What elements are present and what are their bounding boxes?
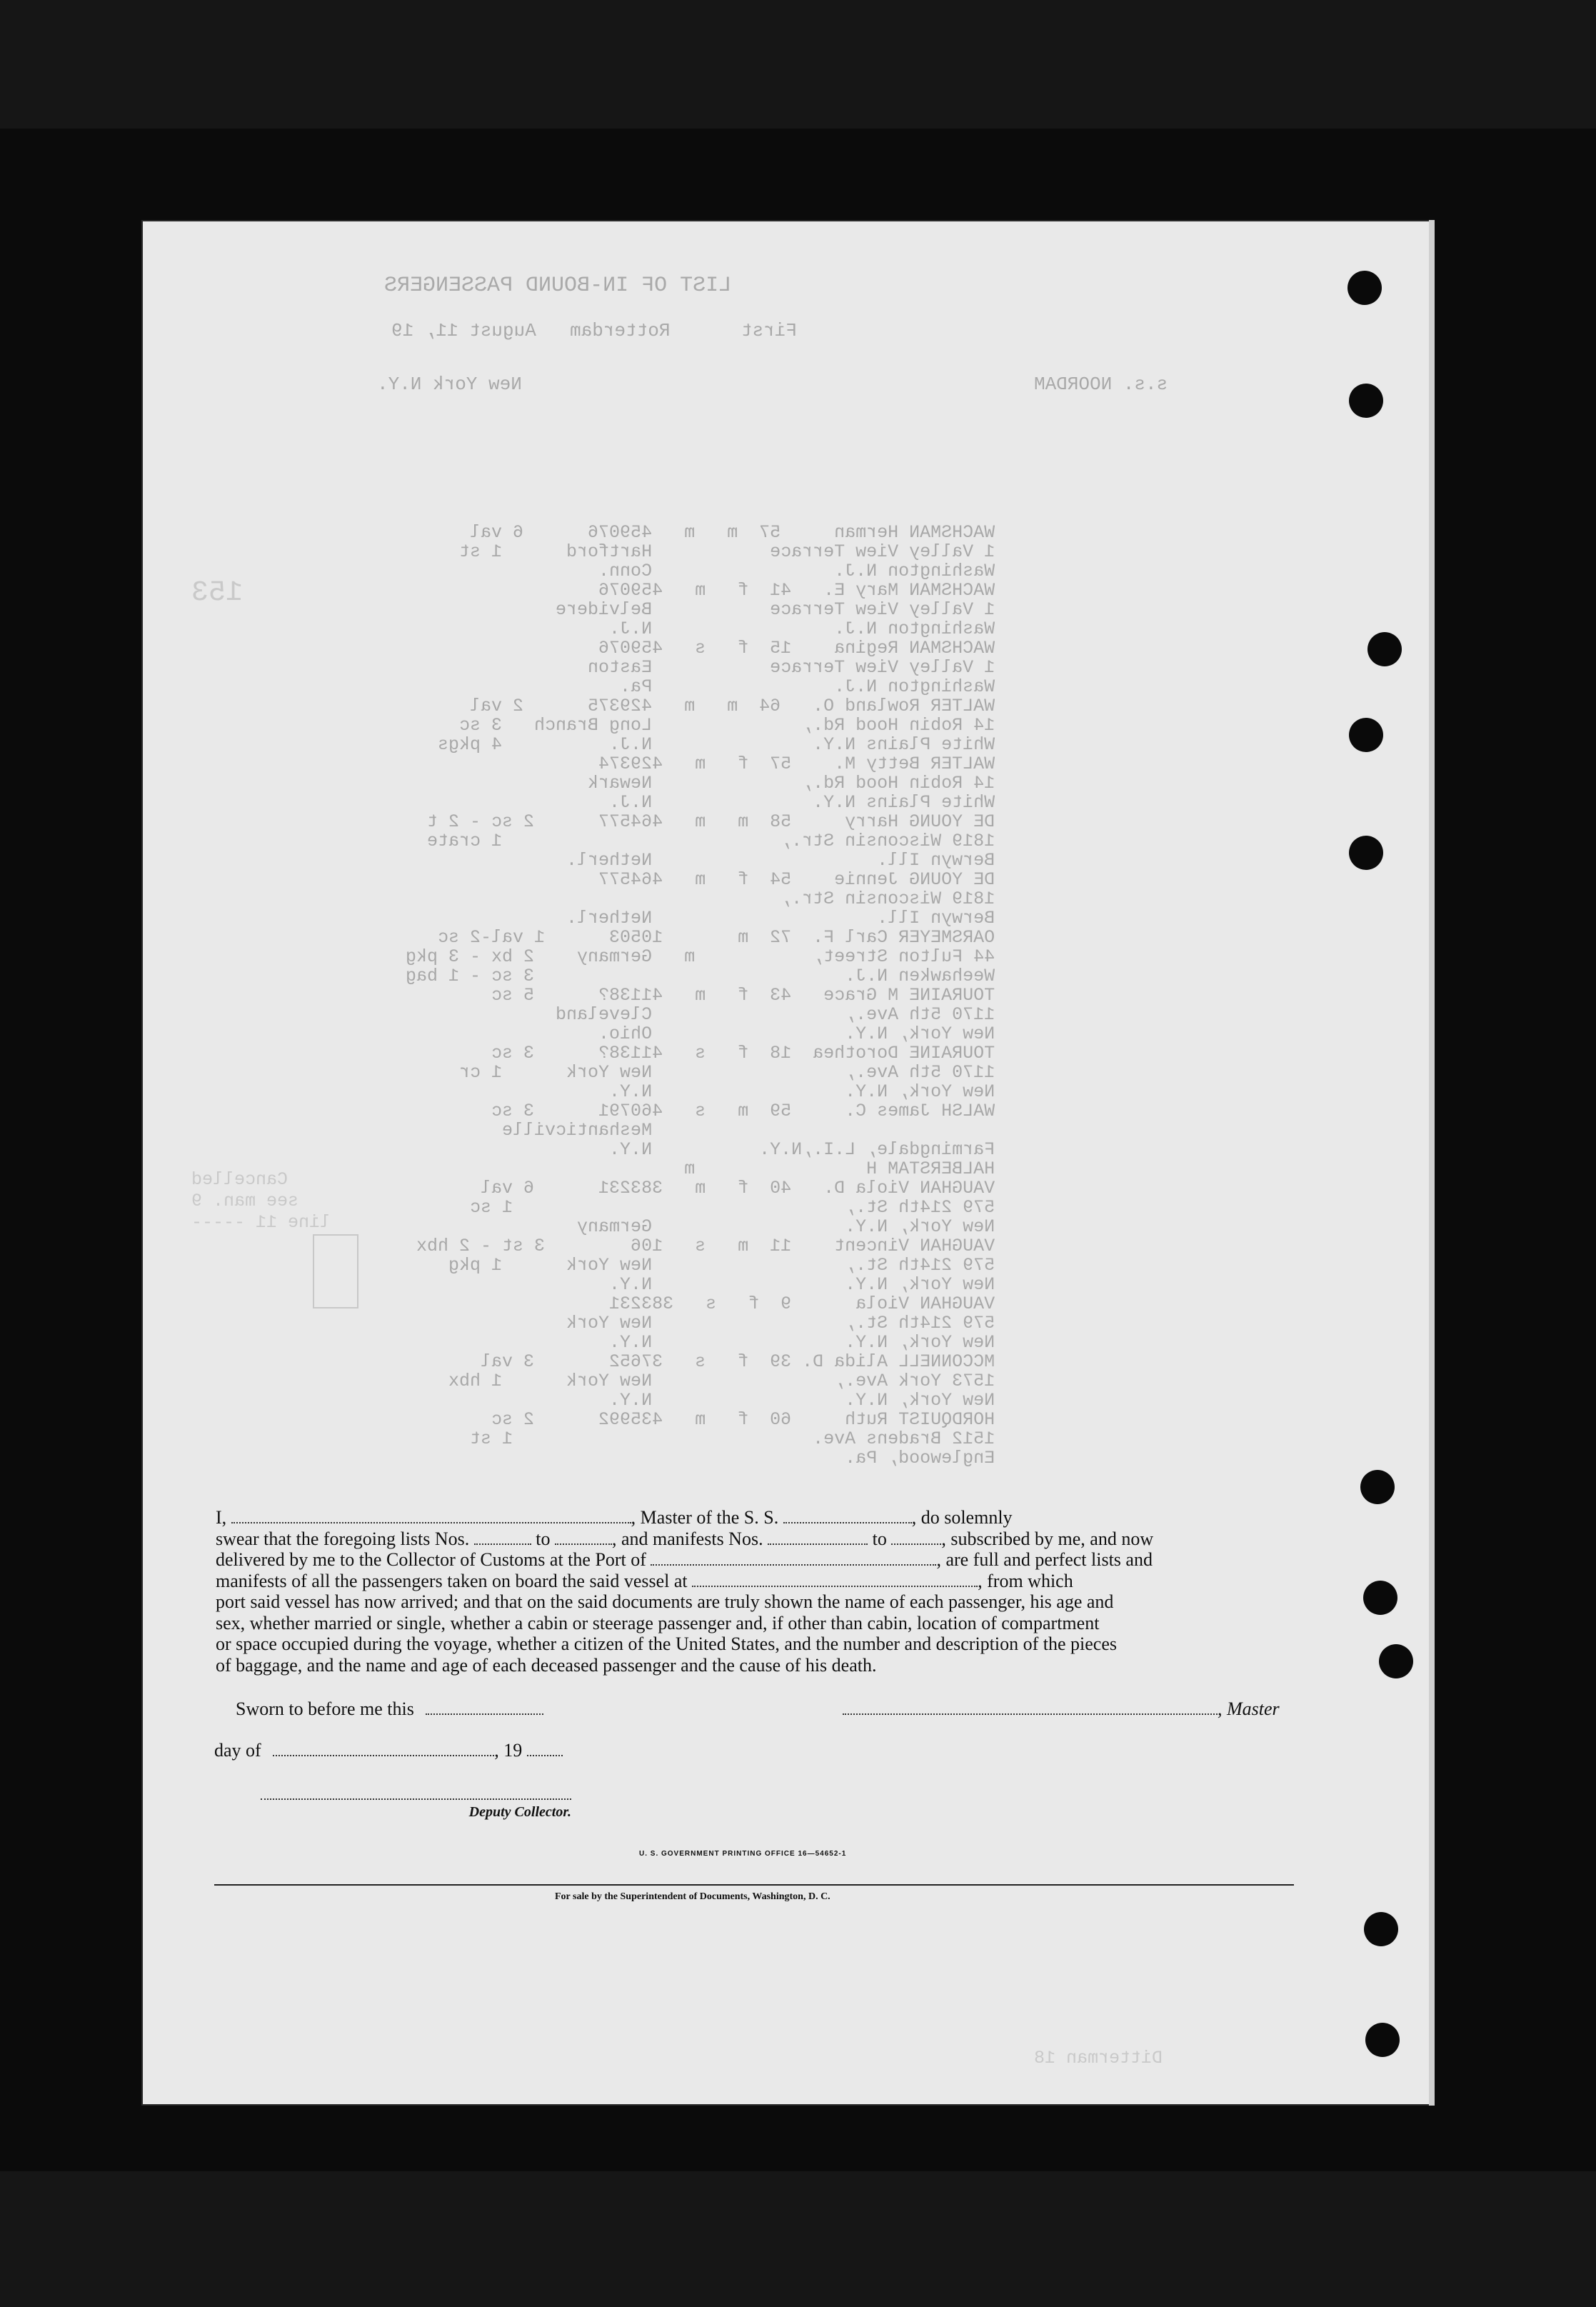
day-of-line xyxy=(214,1740,563,1761)
ghost-row: TOURAINE M Grace 43 f m 41138? 5 sc xyxy=(491,985,995,1006)
declaration-line xyxy=(216,1633,1294,1655)
sworn-line xyxy=(236,1698,543,1720)
ghost-row: 1170 5th Ave., New York 1 cr xyxy=(459,1062,995,1083)
ghost-row: Farmingdale, L.I.,N.Y. N.Y. xyxy=(609,1139,995,1160)
declaration-blank xyxy=(474,1529,531,1545)
declaration-line xyxy=(216,1655,1294,1676)
ghost-row: DE YOUNG Jennie 54 f m 464577 xyxy=(598,869,995,890)
declaration-text: , and manifests Nos. xyxy=(612,1528,768,1549)
declaration-blank xyxy=(555,1529,612,1545)
declaration-text: sex, whether married or single, whether a cabin or steerage passenger and, if other than cabin, location of compartment xyxy=(216,1612,1100,1633)
punch-hole xyxy=(1349,836,1383,870)
declaration-blank xyxy=(231,1508,631,1523)
ghost-row: OARSMEYER Carl F. 72 m 10503 1 val-2 sc xyxy=(438,927,995,948)
declaration-text: to xyxy=(868,1528,892,1549)
declaration-blank xyxy=(651,1550,936,1566)
ghost-row: WACHSMAN Mary E. 41 f m 459076 xyxy=(598,580,995,601)
punch-hole xyxy=(1364,1912,1398,1946)
ghost-row: Weehawken N.J. 3 sc - 1 bag xyxy=(406,966,995,986)
punch-hole xyxy=(1349,718,1383,752)
declaration-blank xyxy=(891,1529,941,1545)
ghost-page-number: 153 xyxy=(191,577,244,609)
ghost-row: 1170 5th Ave., Cleveland xyxy=(556,1004,995,1025)
deputy-collector-label: Deputy Collector. xyxy=(468,1804,571,1820)
ghost-row: 1819 Wisconsin Str., 1 crate xyxy=(427,831,995,851)
ghost-row: HALBERSTAM H m xyxy=(684,1158,995,1179)
ghost-side-note-1: Cancelled xyxy=(191,1169,288,1190)
master-oath-declaration xyxy=(216,1507,1294,1676)
ghost-row: Berwyn Ill. Netherl. xyxy=(566,850,995,871)
ghost-form-title: LIST OF IN-BOUND PASSENGERS xyxy=(384,274,732,298)
ghost-row: WALTER Betty M. 57 f m 429374 xyxy=(598,754,995,774)
ghost-row: HORDQUIST Ruth 60 f m 435992 2 sc xyxy=(491,1409,995,1430)
declaration-text: I, xyxy=(216,1507,231,1528)
ghost-row: DE YOUNG Harry 58 m m 464577 2 sc - 2 t xyxy=(427,811,995,832)
day-of-label: day of xyxy=(214,1740,261,1761)
ghost-row: 14 Robin Hood Rd., Long Branch 3 sc xyxy=(459,715,995,736)
ghost-row: Meshanticville xyxy=(502,1120,995,1141)
year-blank xyxy=(527,1741,563,1756)
ghost-row: TOURAINE Dorothea 18 f s 41138? 3 sc xyxy=(491,1043,995,1064)
ghost-row: 579 214th St., New York xyxy=(566,1313,995,1333)
bleedthrough-layer xyxy=(141,220,1430,2106)
declaration-text: delivered by me to the Collector of Customs at the Port of xyxy=(216,1549,651,1570)
ghost-row: 1573 York Ave., New York 1 hbx xyxy=(448,1371,995,1391)
ghost-vessel: s.s. NOORDAM xyxy=(1034,374,1168,395)
ghost-row: 14 Robin Hood Rd., Newark xyxy=(588,773,995,794)
declaration-text: , subscribed by me, and now xyxy=(941,1528,1154,1549)
punch-hole xyxy=(1347,271,1382,305)
sworn-label: Sworn to before me this xyxy=(236,1698,414,1719)
ghost-class: First xyxy=(741,320,798,341)
master-signature-line xyxy=(843,1698,1280,1720)
ghost-row: WALSH James C. 59 m s 460791 3 sc xyxy=(491,1101,995,1121)
printer-line: U. S. GOVERNMENT PRINTING OFFICE 16—54652-1 xyxy=(639,1850,847,1858)
declaration-text: or space occupied during the voyage, whether a citizen of the United States, and the number and description of the pieces xyxy=(216,1633,1118,1654)
ghost-row: New York, N.Y. N.Y. xyxy=(609,1332,995,1353)
declaration-text: port said vessel has now arrived; and that on the said documents are truly shown the name of each passenger, his age and xyxy=(216,1591,1114,1612)
ghost-port-departure: Rotterdam xyxy=(570,320,671,341)
ghost-stamp-box xyxy=(313,1234,358,1308)
ghost-row: 1819 Wisconsin Str., xyxy=(781,889,995,909)
ghost-row: VAUGHAN Viola 9 f s 383231 xyxy=(609,1293,995,1314)
declaration-text: , are full and perfect lists and xyxy=(936,1549,1153,1570)
declaration-text: of baggage, and the name and age of each deceased passenger and the cause of his death. xyxy=(216,1654,877,1676)
ghost-row: Englewood, Pa. xyxy=(845,1448,995,1468)
ghost-row: 1 Valley View Terrace Belvidere xyxy=(556,599,995,620)
deputy-signature-blank xyxy=(261,1784,571,1800)
ghost-row: 579 214th St., 1 sc xyxy=(470,1197,995,1218)
ghost-row: 1 Valley View Terrace Hartford 1 st xyxy=(459,541,995,562)
footer-rule xyxy=(214,1884,1294,1886)
ghost-row: VAUGHAN Vincent 11 m s 106 3 st - 2 hbx xyxy=(416,1236,995,1256)
ghost-row: New York, N.Y. N.Y. xyxy=(609,1274,995,1295)
declaration-text: , do solemnly xyxy=(911,1507,1013,1528)
punch-hole xyxy=(1365,2023,1400,2057)
manifest-sheet xyxy=(141,220,1430,2106)
declaration-line xyxy=(216,1528,1294,1550)
ghost-port-arrival: New York N.Y. xyxy=(377,374,522,395)
punch-hole xyxy=(1379,1644,1413,1678)
ghost-row: New York, N.Y. Germany xyxy=(577,1216,995,1237)
ghost-bottom-note: Ditterman 18 xyxy=(1034,2048,1163,2068)
declaration-line xyxy=(216,1571,1294,1592)
ghost-row: New York, N.Y. N.Y. xyxy=(609,1390,995,1411)
ghost-row: Berwyn Ill. Netherl. xyxy=(566,908,995,929)
punch-hole xyxy=(1349,384,1383,418)
sworn-date-blank xyxy=(426,1699,543,1715)
ghost-row: Washington N.J. Conn. xyxy=(598,561,995,581)
ghost-side-note-3: line 11 ----- xyxy=(191,1212,331,1233)
ghost-date: August 11, 19 xyxy=(391,320,536,341)
ghost-row: 44 Fulton Street, m Germany 2 bx - 3 pkg xyxy=(406,946,995,967)
punch-hole xyxy=(1367,632,1402,666)
sale-line: For sale by the Superintendent of Documents, Washington, D. C. xyxy=(555,1891,830,1902)
ghost-row: MCCONNELL Alida D. 39 f s 37652 3 val xyxy=(481,1351,995,1372)
punch-hole xyxy=(1360,1470,1395,1504)
ghost-row: Washington N.J. N.J. xyxy=(609,619,995,639)
declaration-blank xyxy=(783,1508,912,1523)
ghost-row: WACHSMAN Regina 15 f s 459076 xyxy=(598,638,995,659)
ghost-row: New York, N.Y. N.Y. xyxy=(609,1081,995,1102)
ghost-row: New York, N.Y. Ohio. xyxy=(598,1024,995,1044)
declaration-line xyxy=(216,1549,1294,1571)
ghost-rows xyxy=(406,484,995,1506)
ghost-row: 579 214th St., New York 1 pkg xyxy=(448,1255,995,1276)
declaration-line xyxy=(216,1507,1294,1528)
ghost-row: White Plains N.Y. N.J. 4 pkgs xyxy=(438,734,995,755)
punch-hole xyxy=(1363,1581,1397,1615)
deputy-collector-line xyxy=(261,1784,571,1821)
declaration-line xyxy=(216,1613,1294,1634)
ghost-row: 1 Valley View Terrace Easton xyxy=(588,657,995,678)
declaration-line xyxy=(216,1591,1294,1613)
declaration-text: swear that the foregoing lists Nos. xyxy=(216,1528,474,1549)
master-signature-blank xyxy=(843,1699,1218,1715)
ghost-row: WALTER Rowland O. 64 m m 429375 2 val xyxy=(470,696,995,716)
ghost-row: Washington N.J. Pa. xyxy=(620,676,995,697)
ghost-row: White Plains N.Y. N.J. xyxy=(609,792,995,813)
declaration-text: , from which xyxy=(978,1570,1073,1591)
ghost-row: 1512 Bradens Ave. 1 st xyxy=(470,1428,995,1449)
declaration-text: manifests of all the passengers taken on board the said vessel at xyxy=(216,1570,693,1591)
ghost-row: WACHSMAN Herman 57 m m 459076 6 val xyxy=(470,522,995,543)
master-label: , Master xyxy=(1218,1698,1280,1719)
day-of-blank xyxy=(273,1741,494,1756)
film-border-top xyxy=(0,0,1596,129)
declaration-text: , Master of the S. S. xyxy=(631,1507,783,1528)
ghost-side-note-2: see man. 9 xyxy=(191,1191,299,1211)
declaration-text: to xyxy=(531,1528,555,1549)
year-label: , 19 xyxy=(494,1740,523,1761)
film-border-bottom xyxy=(0,2171,1596,2307)
declaration-blank xyxy=(692,1571,978,1587)
ghost-row: VAUGHAN Viola D. 40 f m 383231 6 val xyxy=(481,1178,995,1198)
declaration-blank xyxy=(768,1529,868,1545)
